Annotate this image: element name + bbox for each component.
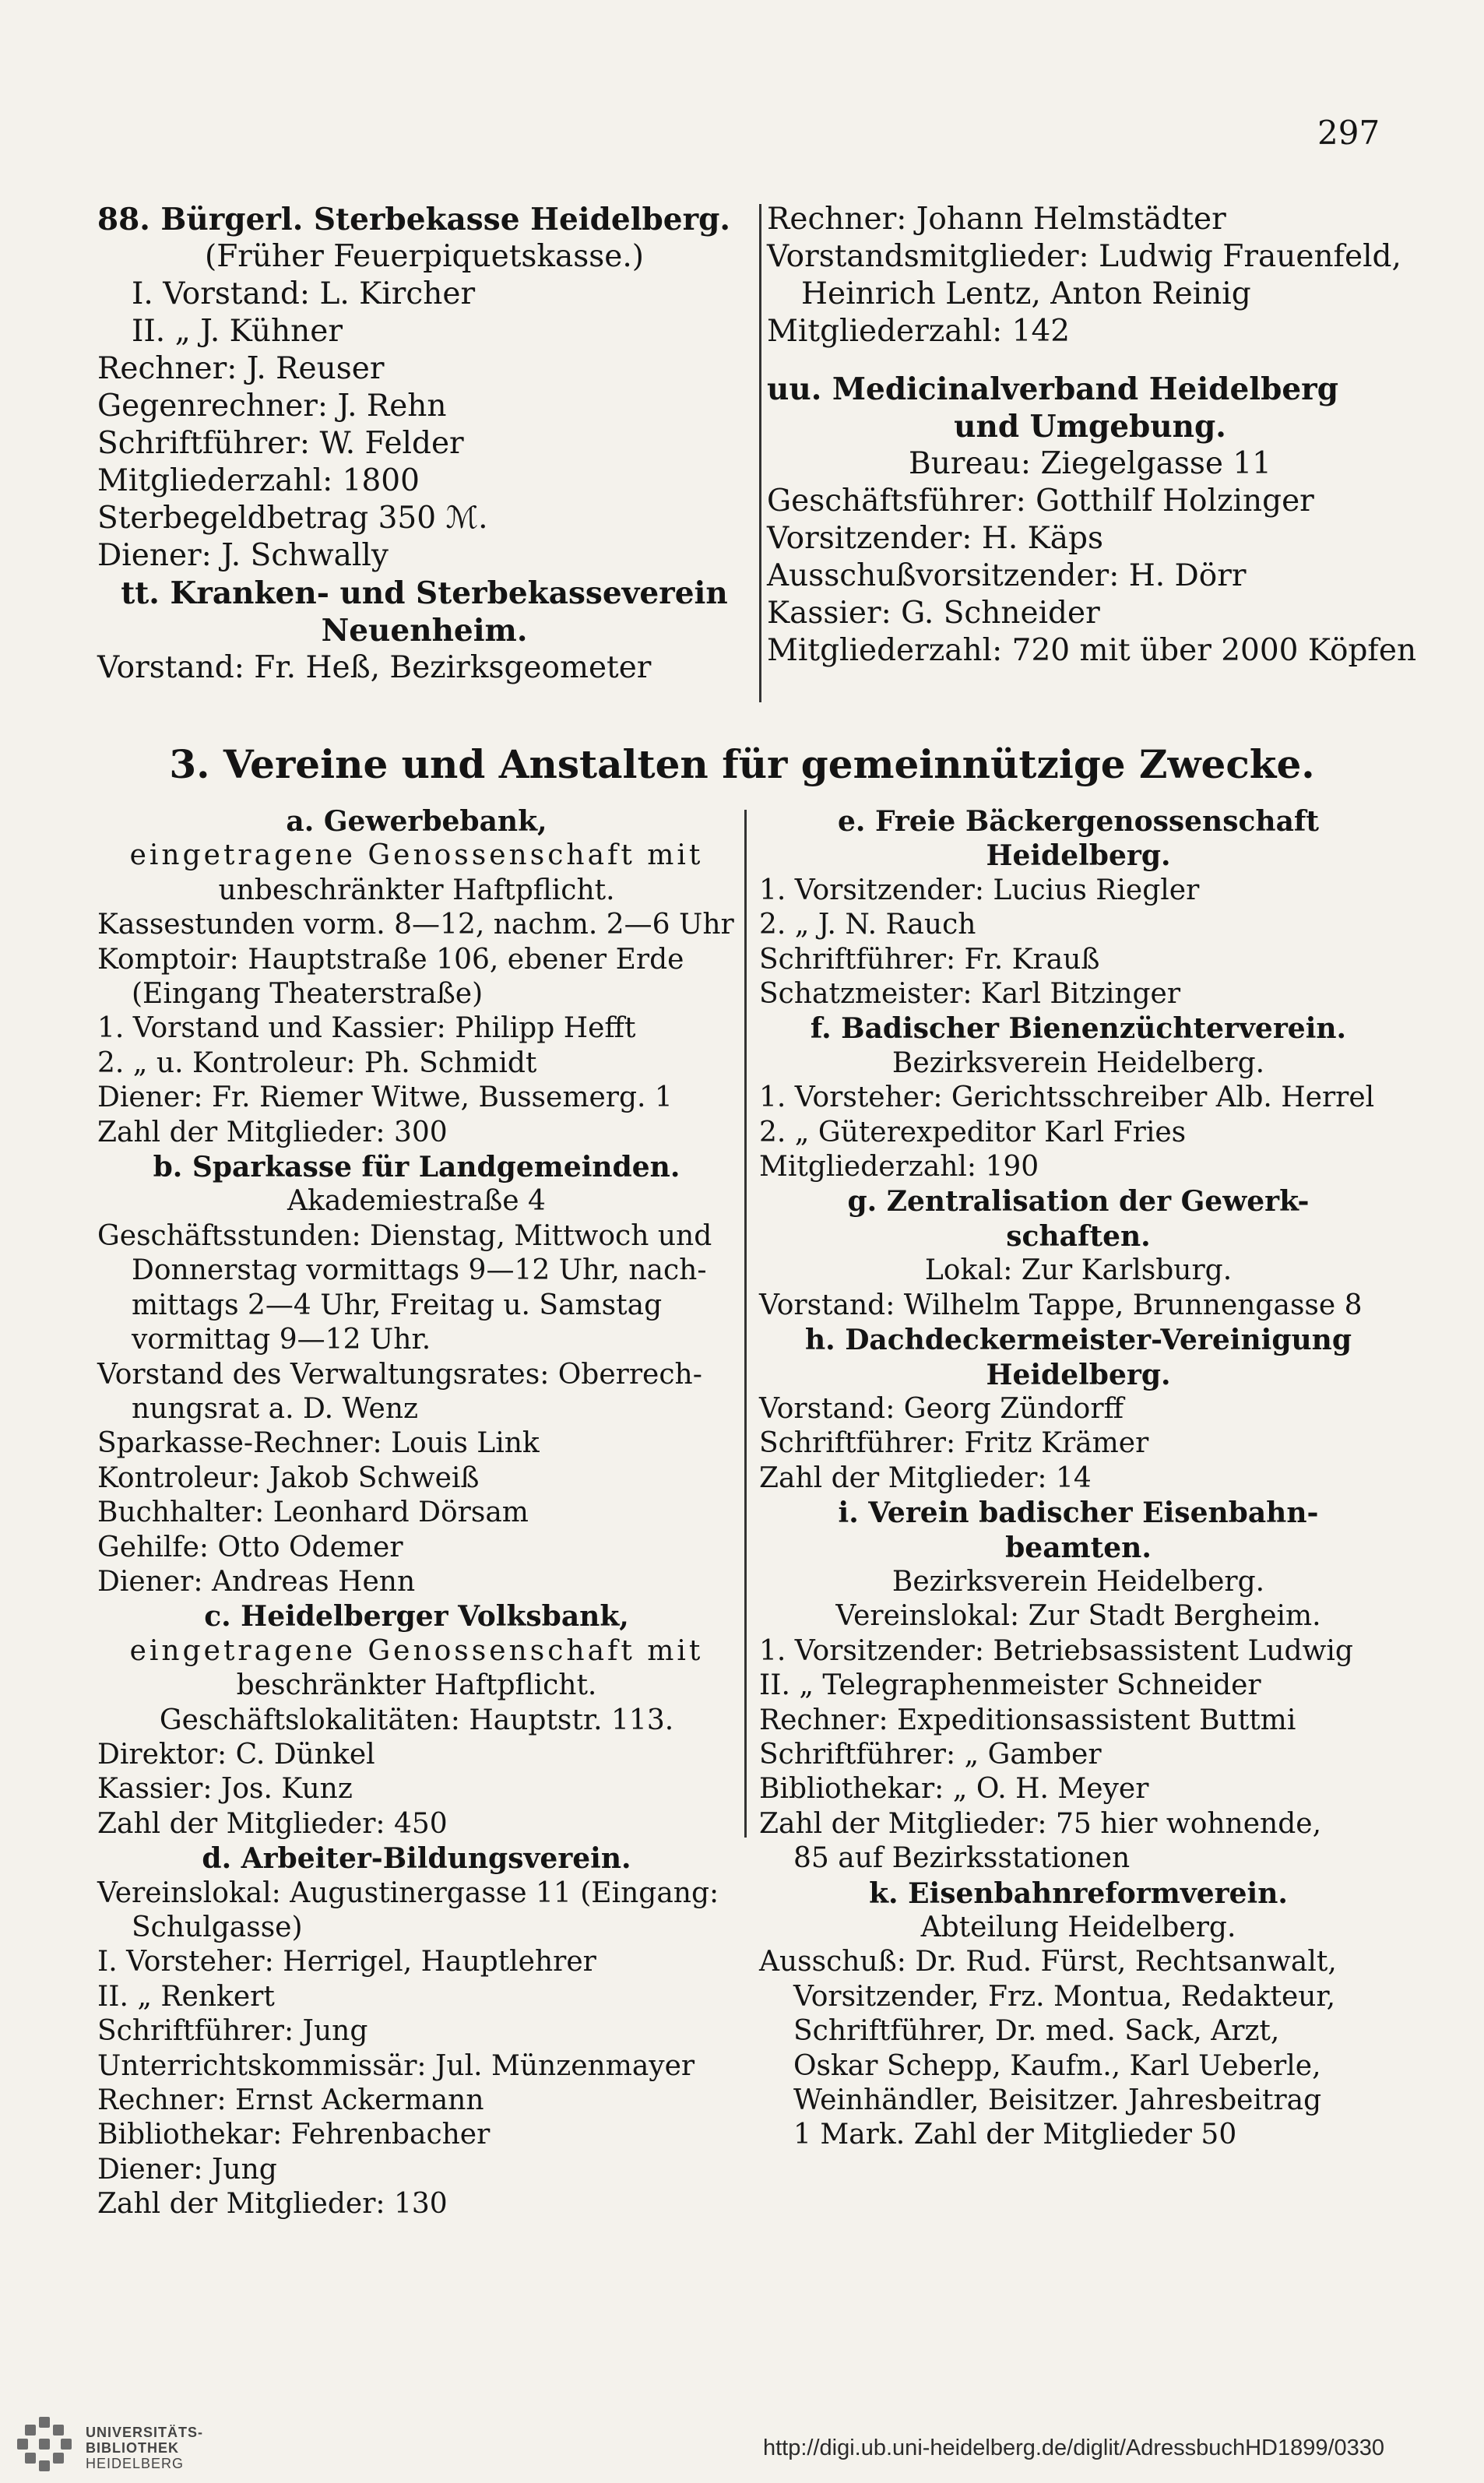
entry-heading: 88. Bürgerl. Sterbekasse Heidelberg. [97,202,730,237]
entry-line: 1. Vorsitzender: Lucius Riegler [759,874,1200,906]
entry-heading: schaften. [1006,1219,1151,1253]
entry-line: vormittag 9—12 Uhr. [132,1324,431,1356]
entry-line: Komptoir: Hauptstraße 106, ebener Erde [97,943,684,976]
entry-line: 2. „ Güterexpeditor Karl Fries [759,1116,1187,1148]
entry-heading: a. Gewerbebank, [286,805,547,838]
entry-line: Rechner: Expeditionsassistent Buttmi [759,1704,1296,1736]
top-right-column [767,201,1417,670]
entry-line: 2. „ u. Kontroleur: Ph. Schmidt [97,1046,537,1079]
entry-line: Zahl der Mitglieder: 300 [97,1116,448,1148]
entry-heading: beamten. [1005,1531,1152,1564]
section-heading: 3. Vereine und Anstalten für gemeinnützige Zwecke. [169,741,1315,787]
entry-subtitle: Vereinslokal: Zur Stadt Bergheim. [835,1600,1321,1633]
entry-line: Bibliothekar: Fehrenbacher [97,2119,491,2151]
entry-heading: i. Verein badischer Eisenbahn- [838,1496,1319,1530]
entry-line: Gegenrechner: J. Rehn [97,389,447,424]
entry-subtitle: eingetragene Genossenschaft mit [129,1634,704,1667]
digitization-footer [0,2414,1484,2483]
entry-heading: Heidelberg. [986,839,1171,873]
entry-heading: e. Freie Bäckergenossenschaft [837,805,1320,838]
entry-line: Zahl der Mitglieder: 75 hier wohnende, [759,1807,1322,1840]
entry-line: Schriftführer: „ Gamber [759,1738,1102,1771]
entry-subtitle: Akademiestraße 4 [287,1185,546,1218]
entry-line: Heinrich Lentz, Anton Reinig [801,276,1251,311]
page-number: 297 [1317,114,1380,152]
entry-heading: k. Eisenbahnreformverein. [869,1876,1288,1910]
entry-subtitle: eingetragene Genossenschaft mit [129,839,704,872]
entry-line: Sterbegeldbetrag 350 ℳ. [97,501,488,536]
entry-line: 1. Vorsteher: Gerichtsschreiber Alb. Herrel [759,1081,1375,1114]
entry-line: Kontroleur: Jakob Schweiß [97,1461,480,1494]
entry-heading: uu. Medicinalverband Heidelberg [767,371,1338,407]
column-divider [744,810,747,1838]
entry-line: II. „ Renkert [97,1980,275,2013]
entry-line: Zahl der Mitglieder: 450 [97,1807,448,1840]
entry-line: Geschäftsstunden: Dienstag, Mittwoch und [97,1219,712,1252]
bottom-left-column [97,804,736,2222]
entry-line: Diener: Andreas Henn [97,1565,416,1598]
entry-line: Direktor: C. Dünkel [97,1738,375,1771]
entry-line: Vorstand: Georg Zündorff [759,1392,1124,1425]
entry-line: Vorsitzender, Frz. Montua, Redakteur, [793,1980,1336,2013]
entry-line: (Eingang Theaterstraße) [132,978,484,1011]
entry-line: Geschäftsführer: Gotthilf Holzinger [767,484,1314,519]
entry-line: 2. „ J. N. Rauch [759,909,976,941]
entry-heading: und Umgebung. [954,409,1226,445]
entry-heading: tt. Kranken- und Sterbekasseverein [121,575,728,611]
entry-line: Vorstand: Fr. Heß, Bezirksgeometer [97,650,652,685]
entry-line: Bibliothekar: „ O. H. Meyer [759,1773,1149,1806]
entry-line: Weinhändler, Beisitzer. Jahresbeitrag [793,2084,1322,2117]
entry-line: Unterrichtskommissär: Jul. Münzenmayer [97,2049,695,2082]
entry-heading: Neuenheim. [321,613,528,649]
entry-subtitle: Geschäftslokalitäten: Hauptstr. 113. [159,1704,674,1736]
entry-line: Rechner: Ernst Ackermann [97,2084,484,2117]
library-name [86,2425,203,2471]
entry-subtitle: Bureau: Ziegelgasse 11 [909,446,1271,481]
entry-heading: b. Sparkasse für Landgemeinden. [153,1151,680,1184]
entry-heading: d. Arbeiter-Bildungsverein. [202,1842,631,1876]
entry-line: II. „ J. Kühner [132,314,343,349]
entry-line: Schriftführer: Jung [97,2015,368,2048]
entry-line: Zahl der Mitglieder: 130 [97,2188,448,2221]
entry-line: Schulgasse) [132,1911,303,1943]
entry-line: Mitgliederzahl: 1800 [97,463,420,498]
entry-line: Oskar Schepp, Kaufm., Karl Ueberle, [793,2049,1321,2082]
entry-line: Diener: J. Schwally [97,538,389,573]
entry-line: Schriftführer: Fritz Krämer [759,1427,1149,1460]
library-name-line: BIBLIOTHEK [86,2440,179,2456]
entry-line: Vorsitzender: H. Käps [767,521,1104,556]
entry-line: Mitgliederzahl: 720 mit über 2000 Köpfen [767,633,1417,668]
library-name-line: UNIVERSITÄTS- [86,2425,204,2440]
top-left-column [97,201,751,687]
column-divider [759,204,761,702]
entry-line: Kassestunden vorm. 8—12, nachm. 2—6 Uhr [97,909,734,941]
entry-line: 85 auf Bezirksstationen [793,1842,1131,1875]
library-name-line: HEIDELBERG [86,2456,185,2471]
entry-line: Diener: Fr. Riemer Witwe, Bussemerg. 1 [97,1081,673,1114]
entry-subtitle: Abteilung Heidelberg. [920,1911,1236,1943]
entry-line: Mitgliederzahl: 142 [767,314,1071,349]
entry-line: Vorstand des Verwaltungsrates: Oberrech- [97,1358,702,1391]
entry-subtitle: Bezirksverein Heidelberg. [891,1565,1265,1598]
entry-line: nungsrat a. D. Wenz [132,1392,418,1425]
entry-subtitle: Lokal: Zur Karlsburg. [924,1254,1233,1287]
entry-subtitle: (Früher Feuerpiquetskasse.) [204,239,644,274]
entry-line: II. „ Telegraphenmeister Schneider [759,1669,1261,1702]
entry-line: Schriftführer, Dr. med. Sack, Arzt, [793,2015,1280,2048]
entry-line: Rechner: Johann Helmstädter [767,202,1226,237]
entry-heading: Heidelberg. [986,1358,1171,1391]
entry-line: Gehilfe: Otto Odemer [97,1531,403,1563]
entry-subtitle: Bezirksverein Heidelberg. [891,1046,1265,1079]
entry-line: 1. Vorsitzender: Betriebsassistent Ludwig [759,1634,1353,1667]
entry-line: Diener: Jung [97,2153,277,2186]
entry-line: Vereinslokal: Augustinergasse 11 (Eingang: [97,1876,719,1909]
entry-line: Donnerstag vormittags 9—12 Uhr, nach- [132,1254,707,1287]
entry-heading: h. Dachdeckermeister-Vereinigung [804,1324,1352,1357]
entry-line: Vorstandsmitglieder: Ludwig Frauenfeld, [767,239,1401,274]
entry-line: Vorstand: Wilhelm Tappe, Brunnengasse 8 [759,1289,1363,1321]
entry-line: Sparkasse-Rechner: Louis Link [97,1427,540,1460]
entry-line: 1. Vorstand und Kassier: Philipp Hefft [97,1012,636,1045]
entry-line: I. Vorsteher: Herrigel, Hauptlehrer [97,1946,596,1978]
entry-line: Zahl der Mitglieder: 14 [759,1461,1092,1494]
bottom-right-column [759,804,1398,2153]
entry-line: Kassier: G. Schneider [767,596,1100,631]
entry-line: Rechner: J. Reuser [97,351,385,386]
entry-line: Ausschuß: Dr. Rud. Fürst, Rechtsanwalt, [759,1946,1337,1978]
entry-line: Kassier: Jos. Kunz [97,1773,353,1806]
library-logo-icon [17,2417,72,2471]
entry-line: Schatzmeister: Karl Bitzinger [759,978,1181,1011]
entry-heading: c. Heidelberger Volksbank, [204,1600,629,1634]
source-url-link[interactable]: http://digi.ub.uni-heidelberg.de/diglit/AdressbuchHD1899/0330 [763,2436,1385,2460]
entry-line: mittags 2—4 Uhr, Freitag u. Samstag [132,1289,663,1321]
entry-line: I. Vorstand: L. Kircher [132,276,476,311]
entry-line: Mitgliederzahl: 190 [759,1151,1039,1183]
entry-line: Schriftführer: W. Felder [97,426,464,461]
entry-line: Ausschußvorsitzender: H. Dörr [767,558,1247,593]
entry-line: 1 Mark. Zahl der Mitglieder 50 [793,2119,1237,2151]
entry-line: Schriftführer: Fr. Krauß [759,943,1100,976]
entry-subtitle: unbeschränkter Haftpflicht. [218,874,615,906]
entry-line: Buchhalter: Leonhard Dörsam [97,1496,529,1529]
entry-subtitle: beschränkter Haftpflicht. [236,1669,597,1702]
entry-heading: f. Badischer Bienenzüchterverein. [810,1012,1347,1046]
entry-heading: g. Zentralisation der Gewerk- [847,1185,1310,1219]
